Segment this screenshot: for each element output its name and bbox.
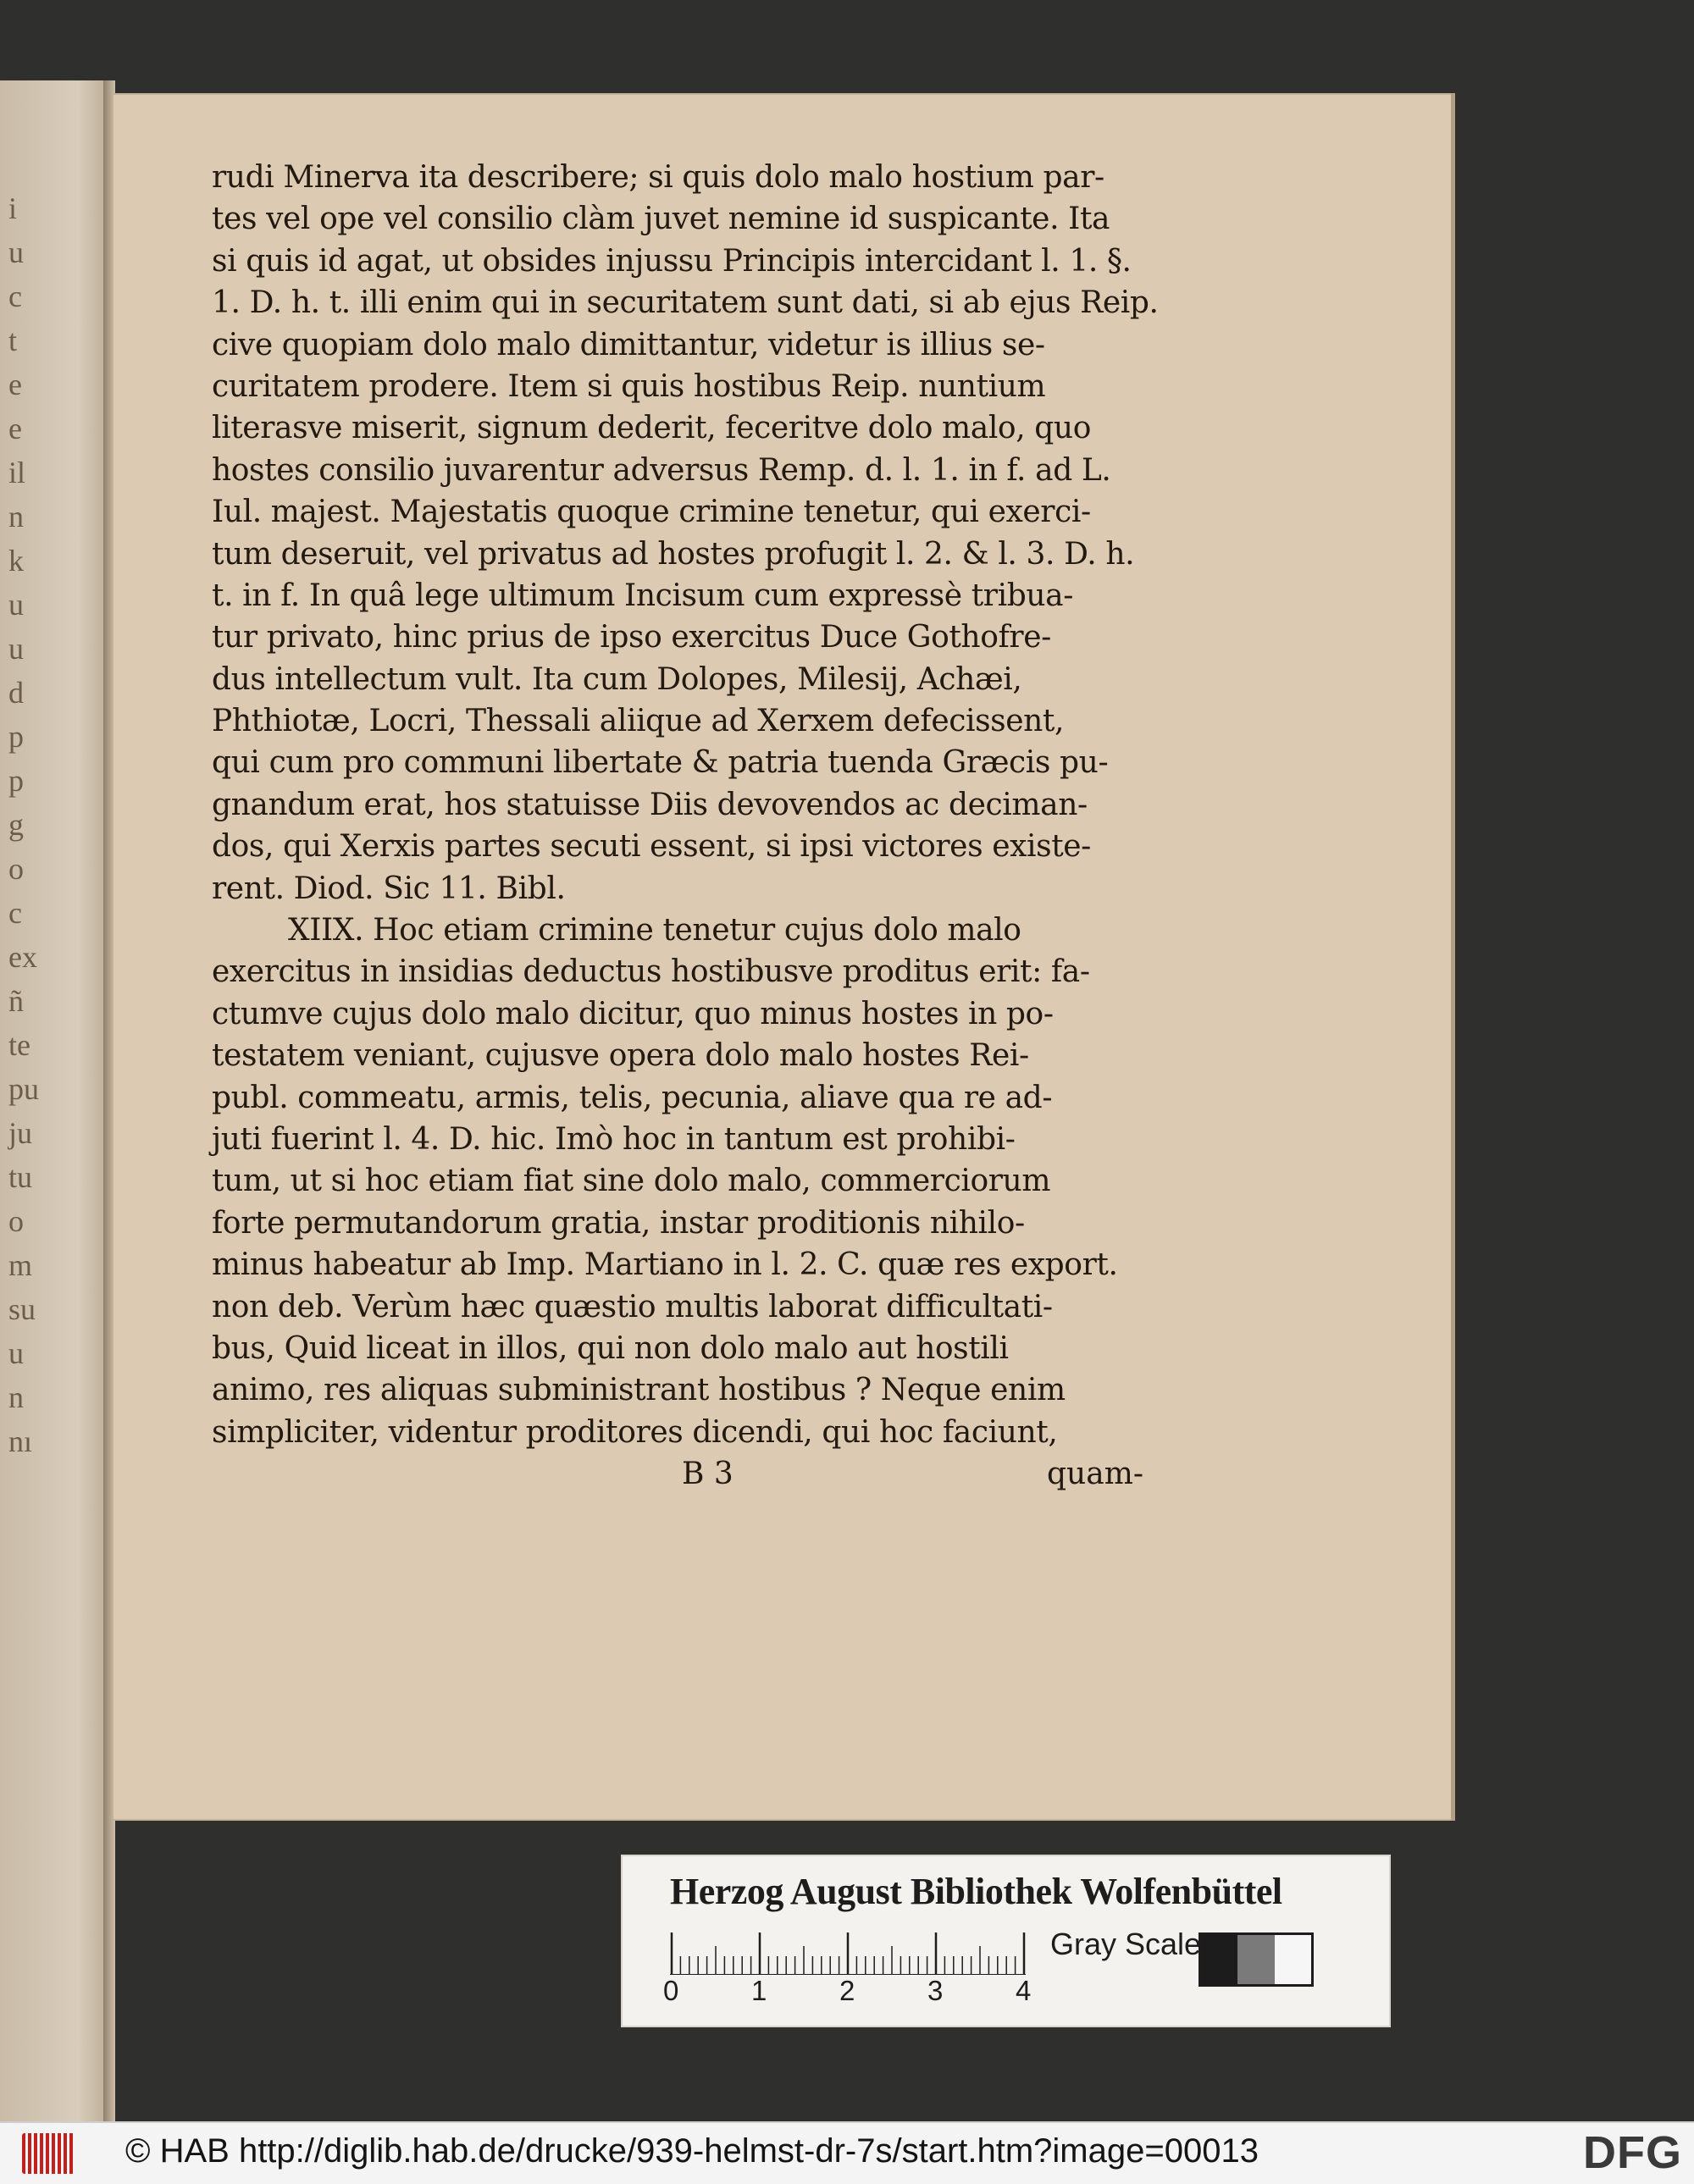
left-page-text-fragment: o <box>8 852 24 886</box>
text-line: tum, ut si hoc etiam fiat sine dolo malo, commerciorum <box>212 1164 1051 1199</box>
left-page-text-fragment: n <box>8 500 24 534</box>
page-text <box>212 157 1159 1453</box>
left-page-text-fragment: u <box>8 632 24 666</box>
text-line: literasve miserit, signum dederit, feceritve dolo malo, quo <box>212 411 1091 446</box>
text-line: rent. Diod. Sic 11. Bibl. <box>212 871 566 906</box>
barcode-icon <box>22 2133 75 2174</box>
left-page-text-fragment: su <box>8 1292 36 1326</box>
gray-swatch <box>1237 1935 1274 1984</box>
text-line: bus, Quid liceat in illos, qui non dolo malo aut hostili <box>212 1330 1009 1366</box>
page-footer <box>212 1457 1143 1499</box>
left-page-text-fragment: ex <box>8 940 37 974</box>
text-line: Phthiotæ, Locri, Thessali aliique ad Xerxem defecissent, <box>212 704 1065 739</box>
left-page-text-fragment: ju <box>8 1116 33 1150</box>
ruler-number: 3 <box>927 1975 944 2006</box>
text-line: non deb. Verùm hæc quæstio multis laborat difficultati- <box>212 1289 1053 1324</box>
ruler-number: 0 <box>663 1975 679 2006</box>
text-line: tum deseruit, vel privatus ad hostes profugit l. 2. & l. 3. D. h. <box>212 536 1135 572</box>
text-line: cive quopiam dolo malo dimittantur, videtur is illius se- <box>212 327 1045 362</box>
copyright-link[interactable]: © HAB http://diglib.hab.de/drucke/939-helmst-dr-7s/start.htm?image=00013 <box>125 2132 1259 2170</box>
left-page-fragment <box>0 80 112 2164</box>
text-line: tur privato, hinc prius de ipso exercitus Duce Gothofre- <box>212 620 1051 655</box>
text-line: hostes consilio juvarentur adversus Remp. d. l. 1. in f. ad L. <box>212 452 1111 488</box>
text-line: simpliciter, videntur proditores dicendi, qui hoc faciunt, <box>212 1414 1058 1450</box>
left-page-text-fragment: g <box>8 808 24 842</box>
text-line: tes vel ope vel consilio clàm juvet nemine id suspicante. Ita <box>212 202 1110 237</box>
left-page-text-fragment: t <box>8 323 18 357</box>
left-page-text-fragment: tu <box>8 1160 33 1194</box>
text-line: Iul. majest. Majestatis quoque crimine tenetur, qui exerci- <box>212 495 1091 530</box>
text-line: testatem veniant, cujusve opera dolo malo hostes Rei- <box>212 1038 1029 1074</box>
dfg-logo: DFG <box>1583 2127 1682 2178</box>
left-page-text-fragment: i <box>8 191 18 225</box>
ruler-number: 2 <box>839 1975 855 2006</box>
text-line: gnandum erat, hos statuisse Diis devovendos ac deciman- <box>212 787 1088 822</box>
left-page-text-fragment: nı <box>8 1424 33 1458</box>
text-line: publ. commeatu, armis, telis, pecunia, aliave qua re ad- <box>212 1080 1053 1115</box>
text-line: forte permutandorum gratia, instar proditionis nihilo- <box>212 1205 1025 1241</box>
text-line: dos, qui Xerxis partes secuti essent, si ipsi victores existe- <box>212 829 1091 865</box>
left-page-text-fragment: k <box>8 544 24 578</box>
ruler-number: 1 <box>751 1975 767 2006</box>
footer-bar <box>0 2121 1694 2184</box>
text-line: qui cum pro communi libertate & patria tuenda Græcis pu- <box>212 745 1109 781</box>
text-line: ctumve cujus dolo malo dicitur, quo minus hostes in po- <box>212 996 1054 1031</box>
gray-scale-swatches <box>1199 1932 1314 1987</box>
text-line: curitatem prodere. Item si quis hostibus Reip. nuntium <box>212 368 1046 404</box>
gray-swatch <box>1201 1935 1237 1984</box>
left-page-text-fragment: n <box>8 1380 24 1414</box>
left-page-text-fragment: p <box>8 720 24 754</box>
left-page-text-fragment: e <box>8 368 22 401</box>
left-page-text-fragment: il <box>8 456 26 489</box>
gray-swatch <box>1275 1935 1311 1984</box>
left-page-text-fragment: c <box>8 279 22 313</box>
left-page-text-fragment: m <box>8 1248 33 1282</box>
gray-scale-label: Gray Scale <box>1050 1927 1202 1961</box>
left-page-text-fragment: te <box>8 1028 30 1062</box>
signature-mark: B 3 <box>682 1457 734 1491</box>
text-line: t. in f. In quâ lege ultimum Incisum cum expressè tribua- <box>212 578 1073 613</box>
text-line: rudi Minerva ita describere; si quis dolo malo hostium par- <box>212 160 1104 195</box>
text-line: si quis id agat, ut obsides injussu Principis intercidant l. 1. §. <box>212 243 1132 279</box>
left-page-text-fragment: c <box>8 896 22 930</box>
left-page-text-fragment: u <box>8 1336 24 1370</box>
text-line: minus habeatur ab Imp. Martiano in l. 2. C. quæ res export. <box>212 1247 1118 1283</box>
library-title: Herzog August Bibliothek Wolfenbüttel <box>670 1871 1282 1912</box>
text-line: XIIX. Hoc etiam crimine tenetur cujus dolo malo <box>288 913 1021 948</box>
left-page-text-fragment: u <box>8 588 24 622</box>
ruler-scale <box>670 1932 1043 1975</box>
left-page-text-fragment: e <box>8 412 22 445</box>
left-page-text-fragment: o <box>8 1204 24 1238</box>
left-page-text-fragment: ñ <box>8 984 24 1018</box>
library-color-label <box>621 1855 1391 2027</box>
catchword: quam- <box>1047 1457 1143 1491</box>
page-edge <box>1451 93 1455 1821</box>
text-line: dus intellectum vult. Ita cum Dolopes, Milesij, Achæi, <box>212 661 1022 697</box>
left-page-text-fragment: pu <box>8 1072 39 1106</box>
left-page-text-fragment: u <box>8 235 24 269</box>
text-line: juti fuerint l. 4. D. hic. Imò hoc in tantum est prohibi- <box>212 1121 1016 1157</box>
left-page-text-fragment: d <box>8 676 24 710</box>
text-line: animo, res aliquas subministrant hostibus ? Neque enim <box>212 1373 1066 1408</box>
ruler-number: 4 <box>1016 1975 1032 2006</box>
text-line: 1. D. h. t. illi enim qui in securitatem sunt dati, si ab ejus Reip. <box>212 285 1159 321</box>
left-page-text-fragment: p <box>8 764 24 798</box>
text-line: exercitus in insidias deductus hostibusve proditus erit: fa- <box>212 954 1090 990</box>
